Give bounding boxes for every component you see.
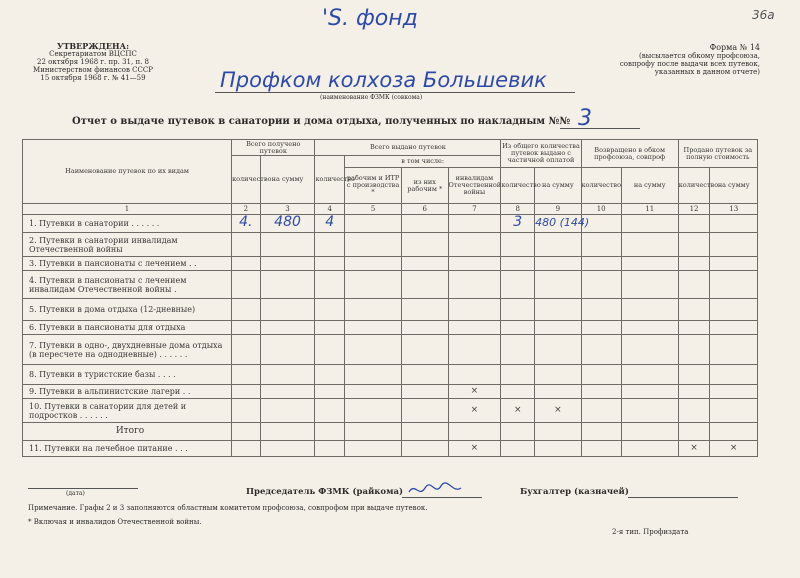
chairman-label: Председатель ФЗМК (райкома): [246, 487, 403, 497]
footer-note: Примечание. Графы 2 и 3 заполняются областным комитетом профсоюза, совпрофом при выдаче путевок.: [28, 504, 428, 512]
row-label: 5. Путевки в дома отдыха (12-дневные): [23, 299, 232, 321]
form-info-line: (высылается обкому профсоюза,: [638, 52, 760, 60]
table-row: [23, 215, 758, 233]
partial-qty-value: 3: [513, 214, 523, 230]
col-num: 3: [260, 204, 315, 215]
table-row: [23, 365, 758, 385]
corner-note: 36а: [752, 8, 775, 22]
org-caption: (наименование ФЗМК (совкома): [320, 94, 423, 101]
column-numbers-row: [23, 204, 758, 215]
header-partial-sum: на сумму: [535, 168, 581, 204]
header-received: Всего получено путевок: [232, 140, 315, 156]
row-label: 10. Путевки в санатории для детей и подростков . . . . . .: [23, 399, 232, 423]
header-returned-sum: на сумму: [621, 168, 678, 204]
col-num: 1: [23, 204, 232, 215]
row-label: 11. Путевки на лечебное питание . . .: [23, 441, 232, 457]
header-sold-sum: на сумму: [710, 168, 758, 204]
x-mark: ×: [690, 443, 698, 453]
header-partial-qty: количество: [501, 168, 535, 204]
row-label: 9. Путевки в альпинистские лагери . .: [23, 385, 232, 399]
organization-name: Профком колхоза Большевик: [220, 68, 547, 92]
header-sold-qty: количество: [678, 168, 710, 204]
row-label: 1. Путевки в санатории . . . . . .: [23, 215, 232, 233]
col-num: 7: [448, 204, 501, 215]
table-row: [23, 299, 758, 321]
table-row: [23, 271, 758, 299]
form-number: Форма № 14: [709, 43, 760, 52]
approval-line: Секретариатом ВЦСПС: [49, 50, 137, 58]
x-mark: ×: [470, 386, 479, 396]
col-num: 5: [345, 204, 402, 215]
approval-title: УТВЕРЖДЕНА:: [56, 41, 130, 51]
col-num: 10: [581, 204, 621, 215]
approval-line: 15 октября 1968 г. № 41—59: [40, 74, 146, 82]
report-table: [22, 139, 758, 457]
table-row: [23, 233, 758, 257]
row-label: 8. Путевки в туристские базы . . . .: [23, 365, 232, 385]
chairman-signature: [405, 480, 465, 500]
table-row: [23, 399, 758, 423]
org-underline: [215, 92, 575, 93]
report-title: Отчет о выдаче путевок в санатории и дома отдыха, полученных по накладным №№: [72, 116, 571, 127]
x-mark: ×: [513, 405, 522, 415]
table-row: [23, 423, 758, 441]
header-returned-qty: количество: [581, 168, 621, 204]
accountant-signature-line: [628, 497, 738, 498]
approval-line: Министерством финансов СССР: [33, 66, 153, 74]
header-returned: Возвращено в обком профсоюза, совпроф: [581, 140, 678, 168]
table-row: [23, 257, 758, 271]
date-line: [28, 488, 138, 489]
received-sum-value: 480: [274, 214, 301, 230]
approval-block: [28, 42, 158, 82]
table-row: [23, 441, 758, 457]
report-number: 3: [578, 106, 592, 131]
col-num: 12: [678, 204, 710, 215]
approval-line: 22 октября 1968 г. пр. 31, п. 8: [36, 58, 150, 66]
row-label: 7. Путевки в одно-, двухдневные дома отдыха (в пересчете на однодневные) . . . . . .: [23, 335, 232, 365]
row-label-total: Итого: [23, 423, 232, 441]
date-caption: (дата): [66, 490, 85, 497]
report-number-underline: [560, 128, 640, 129]
accountant-label: Бухгалтер (казначей): [520, 487, 629, 497]
footer-footnote: * Включая и инвалидов Отечественной войны.: [28, 518, 202, 526]
form-info-line: указанных в данном отчете): [654, 68, 760, 76]
row-label: 6. Путевки в пансионаты для отдыха: [23, 321, 232, 335]
form-info-block: [600, 44, 760, 76]
col-num: 11: [621, 204, 678, 215]
header-issued: Всего выдано путевок: [315, 140, 501, 156]
printer-mark: 2-я тип. Профиздата: [612, 528, 689, 536]
table-row: [23, 321, 758, 335]
x-mark: ×: [554, 405, 562, 415]
x-mark: ×: [470, 405, 479, 415]
table-row: [23, 335, 758, 365]
col-num: 4: [315, 204, 345, 215]
row-label: 4. Путевки в пансионаты с лечением инвалидам Отечественной войны .: [23, 271, 232, 299]
col-num: 2: [232, 204, 261, 215]
header-workers-itr: рабочим и ИТР с производства *: [345, 168, 402, 204]
header-received-sum: на сумму: [260, 156, 315, 204]
row-label: 3. Путевки в пансионаты с лечением . .: [23, 257, 232, 271]
header-sold: Продано путевок за полную стоимость: [678, 140, 757, 168]
header-partial-payment: Из общего количества путевок выдано с частичной оплатой: [501, 140, 581, 168]
handwritten-fund-note: 'S. фонд: [322, 6, 418, 31]
header-invalids: инвалидам Отечественной войны: [448, 168, 501, 204]
form-info-line: совпрофу после выдачи всех путевок,: [619, 60, 760, 68]
col-num: 6: [402, 204, 448, 215]
x-mark: ×: [729, 443, 738, 453]
col-num: 9: [535, 204, 581, 215]
header-including: в том числе:: [345, 156, 501, 168]
header-issued-qty: количество: [315, 156, 345, 204]
x-mark: ×: [470, 443, 479, 453]
received-qty-value: 4.: [239, 214, 253, 230]
col-num: 13: [710, 204, 758, 215]
row-label: 2. Путевки в санатории инвалидам Отечественной войны: [23, 233, 232, 257]
table-row: [23, 385, 758, 399]
header-to-workers: из них рабочим *: [402, 168, 448, 204]
header-received-qty: количество: [232, 156, 261, 204]
partial-sum-value: 480 (144): [535, 216, 590, 229]
col-num: 8: [501, 204, 535, 215]
header-name: Наименование путевок по их видам: [23, 140, 232, 204]
issued-qty-value: 4: [325, 214, 335, 230]
